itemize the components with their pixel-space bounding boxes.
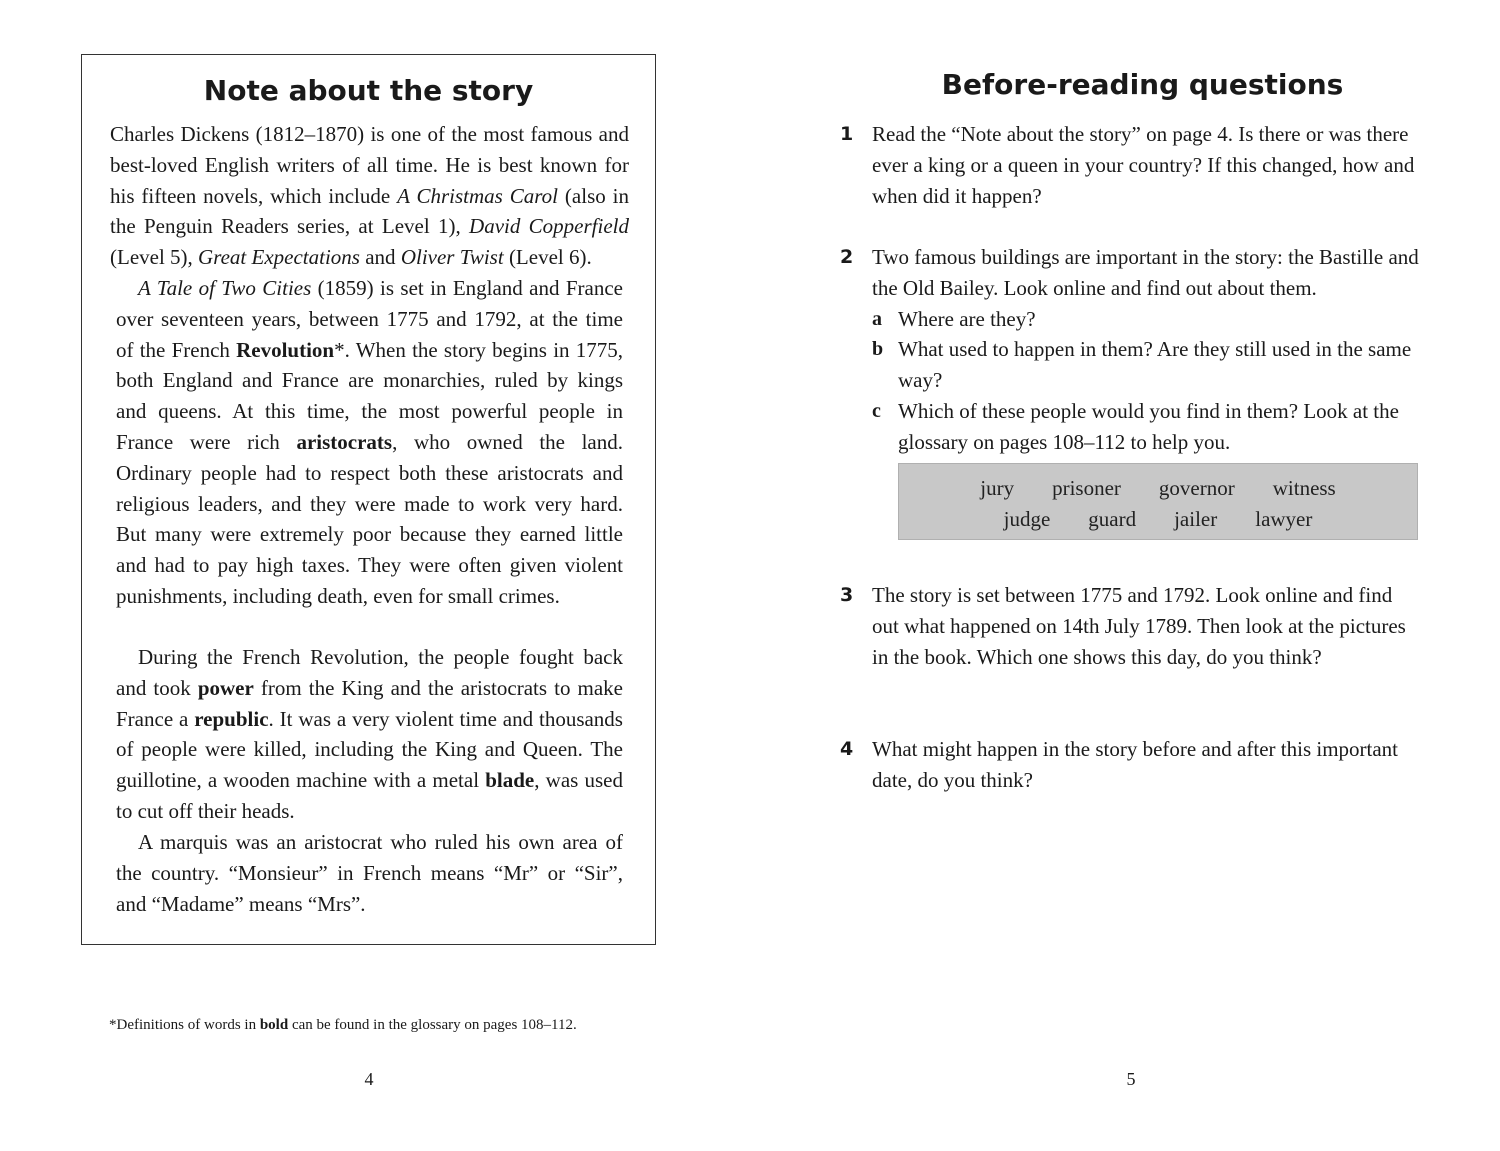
- sub-question-text: What used to happen in them? Are they still used in the same way?: [898, 337, 1412, 393]
- bold-term: republic: [194, 706, 269, 731]
- text-run: (1859) is set in England and France over seventeen years, between 1775 and 1792, at the time of the French: [116, 276, 624, 362]
- bold-term: power: [197, 675, 254, 700]
- bold-term: blade: [485, 768, 535, 793]
- question-number: 1: [840, 123, 854, 145]
- word-judge: judge: [1003, 507, 1051, 531]
- text-run: *. When the story begins in 1775, both England and France are monarchies, ruled by kings and queens. At this time, the most powerful people in France were rich: [116, 337, 623, 454]
- sub-question-text: Where are they?: [898, 306, 1036, 331]
- sub-question-letter: a: [872, 307, 882, 330]
- question-2: [840, 242, 1420, 458]
- sub-question-text: Which of these people would you find in them? Look at the glossary on pages 108–112 to help you.: [898, 398, 1399, 454]
- italic-title: David Copperfield: [469, 214, 629, 239]
- word-row-2: [899, 504, 1417, 534]
- text-run: , who owned the land. Ordinary people had to respect both these aristocrats and religious leaders, and they were made to work very hard. But many were extremely poor because they earned little and had to pay high taxes. They were often given violent punishments, including death, even for small crimes.: [116, 429, 623, 608]
- question-text: Two famous buildings are important in the story: the Bastille and the Old Bailey. Look online and find out about them.: [872, 245, 1419, 300]
- text-run: Charles Dickens (1812–1870) is one of the most famous and best-loved English writers of all time. He is best known for his fifteen novels, which include: [110, 122, 629, 208]
- text-run: . It was a very violent time and thousands of people were killed, including the King and Queen. The guillotine, a wooden machine with a metal: [116, 706, 623, 793]
- sub-question-letter: c: [872, 399, 881, 422]
- bold-term: bold: [259, 1017, 289, 1033]
- italic-title: Great Expectations: [198, 245, 360, 270]
- text-run: , was used to cut off their heads.: [116, 768, 624, 823]
- word-guard: guard: [1088, 507, 1137, 531]
- page-number-left: 4: [364, 1069, 374, 1089]
- sub-question-c: [872, 396, 1420, 458]
- glossary-word-box: [898, 463, 1418, 540]
- question-number: 3: [840, 584, 854, 606]
- bold-term: Revolution: [236, 337, 335, 362]
- text-run: *Definitions of words in: [109, 1017, 260, 1033]
- text-run: A marquis was an aristocrat who ruled his own area of the country. “Monsieur” in French means “Mr” or “Sir”, and “Madame” means “Mrs”.: [116, 830, 623, 916]
- text-run: (Level 6).: [503, 245, 592, 270]
- question-text: The story is set between 1775 and 1792. Look online and find out what happened on 14th July 1789. Then look at the pictures in the book. Which one shows this day, do you think?: [872, 583, 1406, 669]
- word-jailer: jailer: [1174, 507, 1218, 531]
- page-number-right: 5: [1126, 1069, 1136, 1089]
- note-paragraph-1: [110, 119, 629, 273]
- question-3: [840, 580, 1420, 672]
- word-governor: governor: [1158, 476, 1235, 500]
- italic-title: A Christmas Carol: [397, 183, 559, 208]
- sub-question-b: [872, 334, 1420, 396]
- text-run: (also in the Penguin Readers series, at Level 1),: [110, 183, 630, 239]
- note-paragraph-2: [116, 273, 623, 612]
- word-prisoner: prisoner: [1052, 476, 1121, 500]
- word-witness: witness: [1272, 476, 1336, 500]
- note-title: Note about the story: [203, 74, 534, 107]
- sub-question-a: [872, 304, 1420, 335]
- question-4: [840, 734, 1420, 796]
- note-box: [81, 54, 656, 945]
- text-run: and: [359, 245, 401, 270]
- italic-title: A Tale of Two Cities: [138, 276, 312, 300]
- word-row-1: [899, 473, 1417, 503]
- italic-title: Oliver Twist: [400, 245, 504, 270]
- footnote: [109, 1015, 577, 1035]
- note-paragraph-4: [116, 827, 623, 919]
- word-lawyer: lawyer: [1255, 507, 1313, 531]
- question-1: [840, 119, 1420, 211]
- question-text: What might happen in the story before and after this important date, do you think?: [872, 737, 1399, 792]
- text-run: During the French Revolution, the people fought back and took: [116, 645, 623, 700]
- note-paragraph-3: [116, 642, 623, 827]
- question-text: Read the “Note about the story” on page 4. Is there or was there ever a king or a queen in your country? If this changed, how and when did it happen?: [872, 122, 1415, 208]
- text-run: (Level 5),: [110, 245, 199, 270]
- text-run: can be found in the glossary on pages 108–112.: [288, 1017, 577, 1033]
- bold-term: aristocrats: [296, 429, 393, 454]
- sub-question-letter: b: [872, 338, 884, 361]
- right-page: [750, 0, 1500, 1151]
- question-number: 4: [840, 738, 854, 760]
- questions-title: Before-reading questions: [941, 68, 1344, 101]
- question-number: 2: [840, 246, 854, 268]
- word-jury: jury: [980, 476, 1015, 500]
- text-run: from the King and the aristocrats to make France a: [116, 675, 623, 731]
